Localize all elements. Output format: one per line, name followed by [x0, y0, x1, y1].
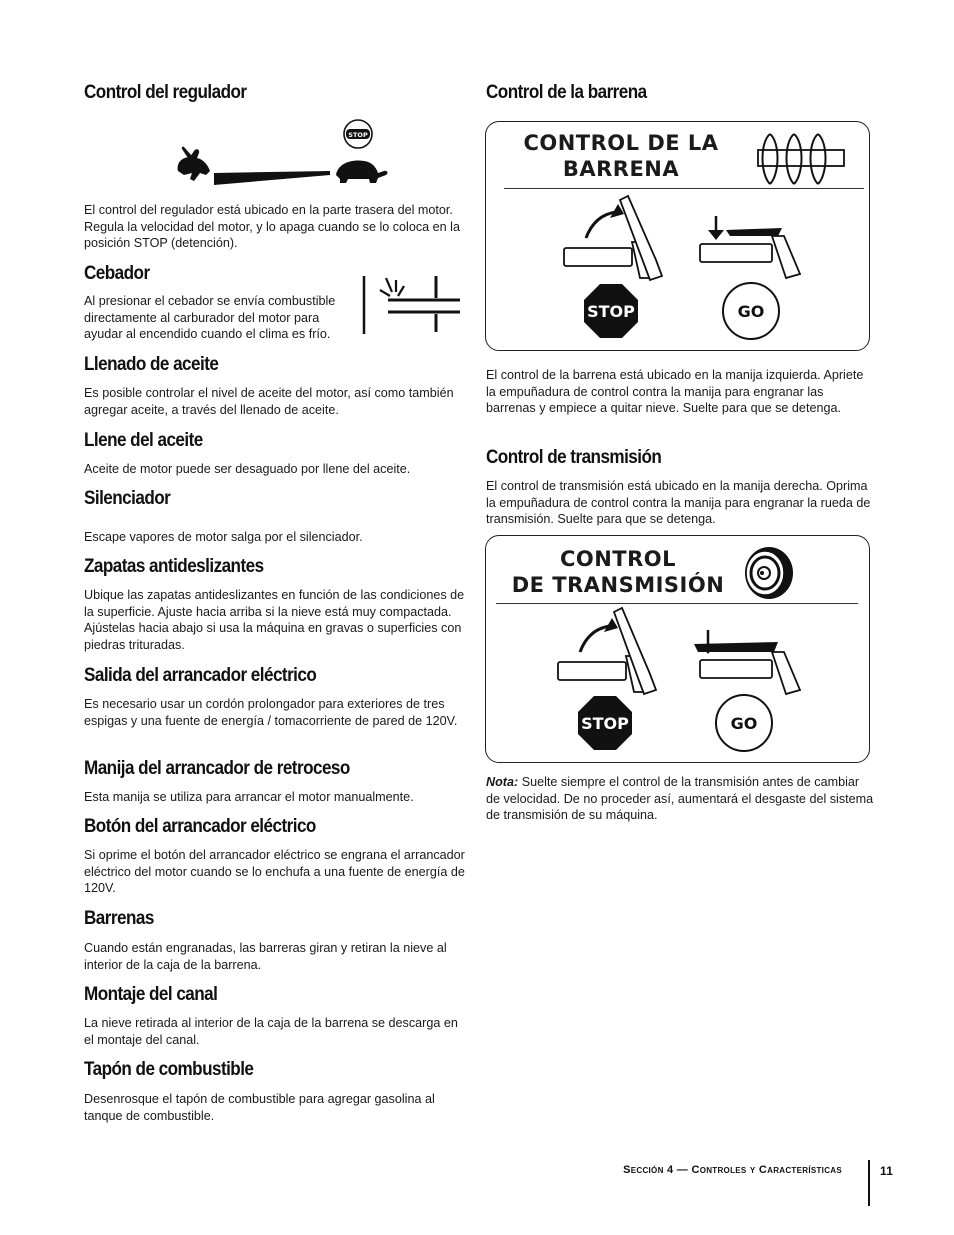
stop-sign-icon	[578, 696, 632, 750]
auger-control-illustration	[486, 192, 871, 352]
auger-panel-title	[506, 130, 736, 182]
page-number: 11	[880, 1164, 894, 1178]
muffler-heading: Silenciador	[84, 488, 171, 509]
speed-wedge-icon	[214, 171, 330, 185]
stop-sign-icon	[584, 284, 638, 338]
turtle-icon	[336, 161, 387, 183]
auger-panel-divider	[504, 188, 864, 189]
auger-go-label: GO	[737, 302, 765, 321]
drive-control-panel	[485, 535, 870, 763]
lever-engaged-icon	[700, 216, 800, 278]
throttle-diagram	[170, 115, 390, 190]
augers-heading: Barrenas	[84, 908, 154, 929]
augers-body: Cuando están engranadas, las barreras giran y retiran la nieve al interior de la caja de la barrena.	[84, 941, 447, 972]
choke-body: Al presionar el cebador se envía combustible directamente al carburador del motor para ayudar al encendido cuando el clima es frío.	[84, 294, 336, 342]
drive-panel-title	[498, 546, 738, 598]
auger-control-panel	[485, 121, 870, 351]
lever-released-icon	[564, 196, 662, 280]
auger-panel-title-line1: CONTROL DE LA	[523, 131, 719, 155]
skid-shoes-body: Ubique las zapatas antideslizantes en función de las condiciones de la superficie. Ajuste hacia arriba si la nieve está muy compactada. Ajústelas hacia abajo si usa la máquina en gravas o superficies con piedras trituradas.	[84, 588, 465, 652]
throttle-heading: Control del regulador	[84, 82, 247, 103]
note-paragraph	[486, 774, 874, 824]
wheel-icon	[738, 544, 796, 602]
throttle-stop-label: STOP	[348, 131, 368, 139]
oil-drain-heading: Llene del aceite	[84, 430, 203, 451]
choke-icon	[360, 272, 464, 336]
note-body: Suelte siempre el control de la transmisión antes de cambiar de velocidad. De no proceder así, aumentará el desgaste del sistema de transmisión de su máquina.	[486, 775, 874, 823]
electric-outlet-body: Es necesario usar un cordón prolongador para exteriores de tres espigas y una fuente de energía / tomacorriente de pared de 120V.	[84, 697, 458, 728]
stop-knob-icon	[344, 120, 372, 148]
go-sign-icon	[716, 695, 772, 751]
auger-stop-label: STOP	[587, 302, 635, 321]
note-label: Nota:	[486, 775, 519, 789]
drive-control-illustration	[486, 604, 871, 764]
electric-outlet-heading: Salida del arrancador eléctrico	[84, 665, 317, 686]
fuel-cap-body: Desenrosque el tapón de combustible para agregar gasolina al tanque de combustible.	[84, 1092, 435, 1123]
electric-button-body: Si oprime el botón del arrancador eléctrico se engrana el arrancador eléctrico del motor cuando se lo enchufa a una fuente de energía de 120V.	[84, 848, 465, 896]
auger-icon	[756, 130, 846, 188]
oil-drain-body: Aceite de motor puede ser desaguado por llene del aceite.	[84, 462, 411, 476]
oil-fill-heading: Llenado de aceite	[84, 354, 219, 375]
throttle-body: El control del regulador está ubicado en la parte trasera del motor. Regula la velocidad del motor, y lo apaga cuando se lo coloca en la posición STOP (detención).	[84, 203, 460, 251]
drive-panel-title-line1: CONTROL	[559, 547, 677, 571]
drive-control-heading: Control de transmisión	[486, 447, 662, 468]
muffler-body: Escape vapores de motor salga por el silenciador.	[84, 530, 363, 544]
recoil-handle-heading: Manija del arrancador de retroceso	[84, 758, 350, 779]
drive-stop-label: STOP	[581, 714, 629, 733]
auger-control-heading: Control de la barrena	[486, 82, 647, 103]
skid-shoes-heading: Zapatas antideslizantes	[84, 556, 264, 577]
drive-go-label: GO	[730, 714, 758, 733]
recoil-handle-body: Esta manija se utiliza para arrancar el motor manualmente.	[84, 790, 414, 804]
chute-heading: Montaje del canal	[84, 984, 218, 1005]
footer-divider	[868, 1160, 870, 1206]
rabbit-icon	[178, 147, 210, 181]
chute-body: La nieve retirada al interior de la caja de la barrena se descarga en el montaje del canal.	[84, 1016, 458, 1047]
footer-section: Sección 4 — Controles y Características	[623, 1164, 842, 1176]
fuel-cap-heading: Tapón de combustible	[84, 1059, 254, 1080]
electric-button-heading: Botón del arrancador eléctrico	[84, 816, 316, 837]
drive-panel-title-line2: DE TRANSMISIÓN	[511, 573, 725, 597]
choke-heading: Cebador	[84, 263, 150, 284]
go-sign-icon	[723, 283, 779, 339]
auger-panel-title-line2: BARRENA	[562, 157, 680, 181]
oil-fill-body: Es posible controlar el nivel de aceite del motor, así como también agregar aceite, a través del llenado de aceite.	[84, 386, 454, 417]
lever-engaged-icon	[694, 630, 800, 694]
auger-control-body: El control de la barrena está ubicado en la manija izquierda. Apriete la empuñadura de control contra la manija para engranar las barrenas y empiece a quitar nieve. Suelte para que se detenga.	[486, 368, 864, 416]
lever-released-icon	[558, 608, 656, 694]
drive-control-body: El control de transmisión está ubicado en la manija derecha. Oprima la empuñadura de control contra la manija para engranar la rueda de transmisión. Suelte para que se detenga.	[486, 479, 871, 527]
